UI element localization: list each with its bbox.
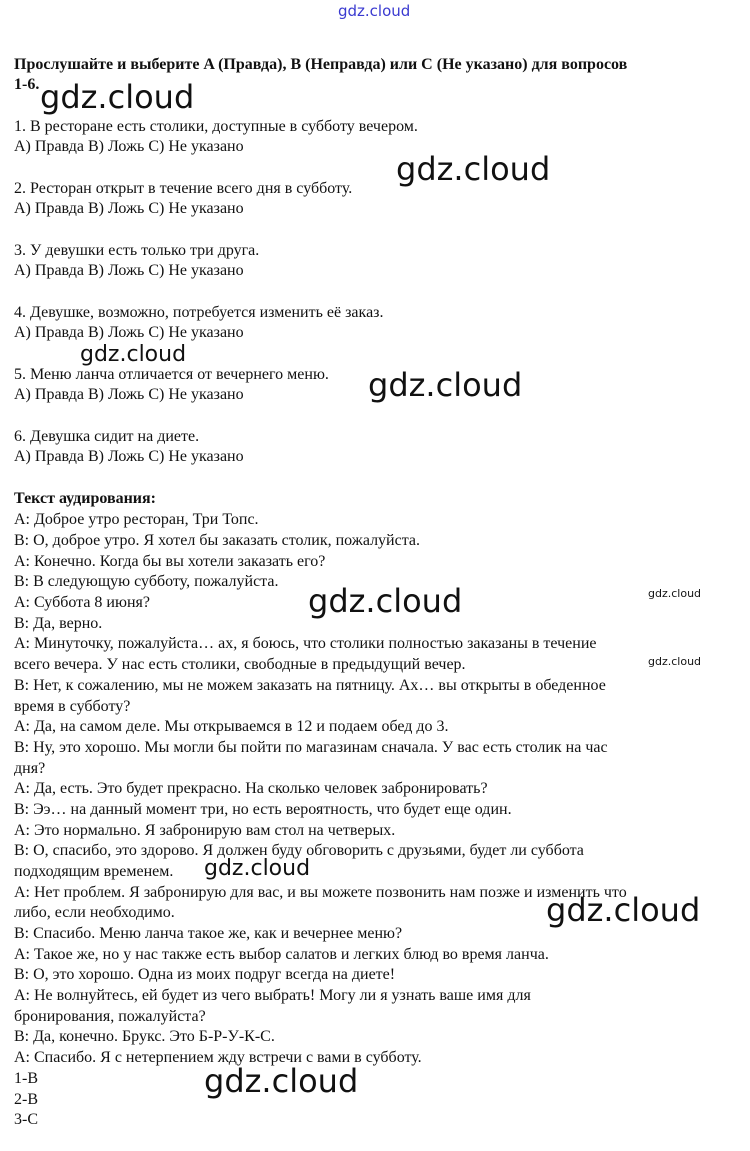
watermark-logo: gdz.cloud <box>80 342 187 367</box>
transcript-line: B: Спасибо. Меню ланча такое же, как и вечернее меню? <box>14 925 403 942</box>
transcript-line: всего вечера. У нас есть столики, свободные в предыдущий вечер. <box>14 656 466 673</box>
transcript-line: A: Такое же, но у нас также есть выбор салатов и легких блюд во время ланча. <box>14 946 549 963</box>
watermark-logo: gdz.cloud <box>546 891 701 929</box>
transcript-line: A: Спасибо. Я с нетерпением жду встречи с вами в субботу. <box>14 1049 422 1066</box>
transcript-line: A: Это нормально. Я забронирую вам стол на четверых. <box>14 822 396 839</box>
transcript-line: A: Суббота 8 июня? <box>14 594 150 611</box>
instructions-line-1: Прослушайте и выберите A (Правда), B (Неправда) или C (Не указано) для вопросов <box>14 56 628 73</box>
transcript-line: B: Да, конечно. Брукс. Это Б-Р-У-К-С. <box>14 1028 275 1045</box>
transcript-line: B: Ээ… на данный момент три, но есть вероятность, что будет еще один. <box>14 801 512 818</box>
transcript-line: A: Конечно. Когда бы вы хотели заказать его? <box>14 553 326 570</box>
watermark-logo: gdz.cloud <box>204 1062 359 1100</box>
question-2-text: 2. Ресторан открыт в течение всего дня в субботу. <box>14 180 353 197</box>
transcript-line: B: О, это хорошо. Одна из моих подруг всегда на диете! <box>14 966 396 983</box>
transcript-line: A: Доброе утро ресторан, Три Топс. <box>14 511 259 528</box>
question-2-options: A) Правда B) Ложь C) Не указано <box>14 200 244 217</box>
transcript-line: либо, если необходимо. <box>14 904 175 921</box>
watermark-logo: gdz.cloud <box>40 78 195 116</box>
watermark-logo: gdz.cloud <box>648 655 702 668</box>
question-3-text: 3. У девушки есть только три друга. <box>14 242 260 259</box>
transcript-line: A: Да, на самом деле. Мы открываемся в 12 и подаем обед до 3. <box>14 718 449 735</box>
transcript-line: A: Не волнуйтесь, ей будет из чего выбрать! Могу ли я узнать ваше имя для <box>14 987 531 1004</box>
transcript-line: A: Да, есть. Это будет прекрасно. На сколько человек забронировать? <box>14 780 488 797</box>
watermark-logo: gdz.cloud <box>648 587 702 600</box>
answer-line: 3-C <box>14 1111 38 1128</box>
transcript-line: B: О, доброе утро. Я хотел бы заказать столик, пожалуйста. <box>14 532 420 549</box>
question-6-options: A) Правда B) Ложь C) Не указано <box>14 448 244 465</box>
question-5-text: 5. Меню ланча отличается от вечернего меню. <box>14 366 329 383</box>
answer-line: 2-B <box>14 1091 38 1108</box>
instructions-line-2: 1-6. <box>14 76 40 93</box>
question-3-options: A) Правда B) Ложь C) Не указано <box>14 262 244 279</box>
transcript-line: A: Минуточку, пожалуйста… ах, я боюсь, что столики полностью заказаны в течение <box>14 635 597 652</box>
watermark-logo: gdz.cloud <box>204 856 311 881</box>
transcript-line: время в субботу? <box>14 698 131 715</box>
transcript-line: бронирования, пожалуйста? <box>14 1008 206 1025</box>
transcript-line: подходящим временем. <box>14 863 174 880</box>
question-4-options: A) Правда B) Ложь C) Не указано <box>14 324 244 341</box>
transcript-line: B: Ну, это хорошо. Мы могли бы пойти по магазинам сначала. У вас есть столик на час <box>14 739 608 756</box>
transcript-line: B: О, спасибо, это здорово. Я должен буду обговорить с друзьями, будет ли суббота <box>14 842 584 859</box>
transcript-line: B: Нет, к сожалению, мы не можем заказать на пятницу. Ах… вы открыты в обеденное <box>14 677 606 694</box>
watermark-logo: gdz.cloud <box>338 2 411 20</box>
question-1-text: 1. В ресторане есть столики, доступные в субботу вечером. <box>14 118 418 135</box>
transcript-line: дня? <box>14 760 46 777</box>
question-5-options: A) Правда B) Ложь C) Не указано <box>14 386 244 403</box>
transcript-line: A: Нет проблем. Я забронирую для вас, и вы можете позвонить нам позже и изменить что <box>14 884 627 901</box>
watermark-logo: gdz.cloud <box>396 150 551 188</box>
question-6-text: 6. Девушка сидит на диете. <box>14 428 200 445</box>
watermark-logo: gdz.cloud <box>368 366 523 404</box>
answer-line: 1-B <box>14 1070 38 1087</box>
question-4-text: 4. Девушке, возможно, потребуется изменить её заказ. <box>14 304 384 321</box>
transcript-line: B: Да, верно. <box>14 615 103 632</box>
watermark-logo: gdz.cloud <box>308 582 463 620</box>
transcript-line: B: В следующую субботу, пожалуйста. <box>14 573 279 590</box>
question-1-options: A) Правда B) Ложь C) Не указано <box>14 138 244 155</box>
transcript-heading: Текст аудирования: <box>14 490 156 507</box>
